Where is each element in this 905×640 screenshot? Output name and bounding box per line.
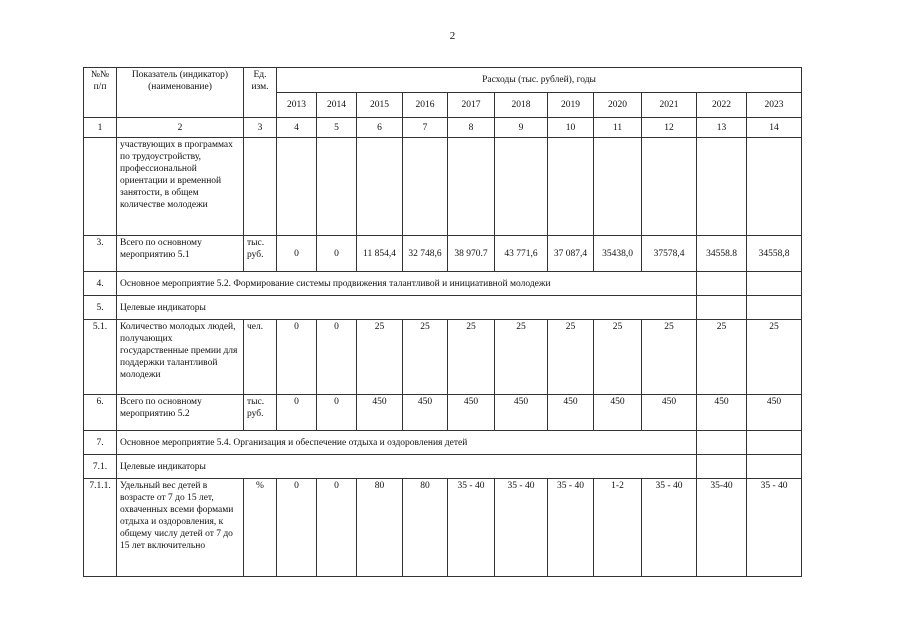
value-cell: 34558,8: [747, 236, 802, 272]
value-cell: 43 771,6: [495, 236, 548, 272]
header-year: 2014: [317, 93, 357, 118]
column-number: 9: [495, 118, 548, 138]
value-cell: 25: [495, 320, 548, 395]
value-cell: 38 970.7: [448, 236, 495, 272]
indicator-name: Всего по основному мероприятию 5.1: [117, 236, 244, 272]
value-cell: 450: [642, 395, 697, 431]
value-cell: 35 - 40: [642, 479, 697, 577]
value-cell: 37 087,4: [548, 236, 594, 272]
column-number: 3: [244, 118, 277, 138]
value-cell: 32 748,6: [403, 236, 448, 272]
value-cell: 0: [277, 395, 317, 431]
value-cell: 450: [495, 395, 548, 431]
value-cell: 80: [357, 479, 403, 577]
value-cell: 450: [548, 395, 594, 431]
value-cell: 11 854,4: [357, 236, 403, 272]
column-number: 2: [117, 118, 244, 138]
value-cell: 25: [357, 320, 403, 395]
section-title: Основное мероприятие 5.4. Организация и обеспечение отдыха и оздоровления детей: [117, 431, 697, 455]
value-cell: 0: [317, 236, 357, 272]
header-indicator: Показатель (индикатор) (наименование): [117, 68, 244, 118]
value-cell: 25: [642, 320, 697, 395]
row-number: 3.: [84, 236, 117, 272]
value-cell: 0: [277, 479, 317, 577]
value-cell: 35438,0: [594, 236, 642, 272]
header-year: 2018: [495, 93, 548, 118]
section-title: Основное мероприятие 5.2. Формирование системы продвижения талантливой и инициативной молодежи: [117, 272, 697, 296]
column-number: 5: [317, 118, 357, 138]
unit: %: [244, 479, 277, 577]
row-number: 4.: [84, 272, 117, 296]
section-title: Целевые индикаторы: [117, 296, 697, 320]
value-cell: 450: [403, 395, 448, 431]
value-cell: 0: [277, 236, 317, 272]
table-row: [84, 479, 802, 577]
column-number: 13: [697, 118, 747, 138]
section-title: Целевые индикаторы: [117, 455, 697, 479]
indicator-name: Удельный вес детей в возрасте от 7 до 15 лет, охваченных всеми формами отдыха и оздоровления, к общему числу детей от 7 до 15 лет включительно: [117, 479, 244, 577]
column-number: 7: [403, 118, 448, 138]
value-cell: 450: [357, 395, 403, 431]
header-year: 2015: [357, 93, 403, 118]
indicator-name: участвующих в программах по трудоустройству, профессиональной ориентации и временной занятости, в общем количестве молодежи: [117, 138, 244, 236]
column-number: 8: [448, 118, 495, 138]
unit: тыс. руб.: [244, 236, 277, 272]
value-cell: 25: [594, 320, 642, 395]
header-year: 2019: [548, 93, 594, 118]
expenses-table: [83, 67, 802, 577]
value-cell: 35 - 40: [548, 479, 594, 577]
column-number: 6: [357, 118, 403, 138]
header-year: 2021: [642, 93, 697, 118]
value-cell: 35 - 40: [495, 479, 548, 577]
value-cell: 34558.8: [697, 236, 747, 272]
table-row: [84, 455, 802, 479]
indicator-name: Количество молодых людей, получающих государственные премии для поддержки талантливой молодежи: [117, 320, 244, 395]
indicator-name: Всего по основному мероприятию 5.2: [117, 395, 244, 431]
column-number: 11: [594, 118, 642, 138]
value-cell: 35 - 40: [747, 479, 802, 577]
column-number: 12: [642, 118, 697, 138]
table-row: [84, 138, 802, 236]
row-number: 6.: [84, 395, 117, 431]
value-cell: 0: [317, 395, 357, 431]
page-number: 2: [449, 30, 456, 42]
unit: чел.: [244, 320, 277, 395]
unit: тыс. руб.: [244, 395, 277, 431]
row-number: 7.1.1.: [84, 479, 117, 577]
value-cell: 80: [403, 479, 448, 577]
row-number: 7.: [84, 431, 117, 455]
header-year: 2013: [277, 93, 317, 118]
value-cell: 25: [697, 320, 747, 395]
header-year: 2020: [594, 93, 642, 118]
header-expenses: Расходы (тыс. рублей), годы: [277, 68, 802, 93]
value-cell: 450: [594, 395, 642, 431]
value-cell: 450: [697, 395, 747, 431]
value-cell: 37578,4: [642, 236, 697, 272]
table-row: [84, 320, 802, 395]
value-cell: 1-2: [594, 479, 642, 577]
header-unit: Ед. изм.: [244, 68, 277, 118]
table-row: [84, 431, 802, 455]
value-cell: 0: [317, 479, 357, 577]
column-number: 1: [84, 118, 117, 138]
header-year: 2017: [448, 93, 495, 118]
row-number: 5.1.: [84, 320, 117, 395]
value-cell: 0: [277, 320, 317, 395]
row-number: 5.: [84, 296, 117, 320]
header-year: 2016: [403, 93, 448, 118]
table-row: [84, 395, 802, 431]
value-cell: 35 - 40: [448, 479, 495, 577]
value-cell: 0: [317, 320, 357, 395]
value-cell: 25: [747, 320, 802, 395]
column-number: 14: [747, 118, 802, 138]
value-cell: 450: [747, 395, 802, 431]
header-year: 2023: [747, 93, 802, 118]
value-cell: 35-40: [697, 479, 747, 577]
table-row: [84, 236, 802, 272]
value-cell: 25: [403, 320, 448, 395]
column-number: 10: [548, 118, 594, 138]
value-cell: 450: [448, 395, 495, 431]
table-row: [84, 296, 802, 320]
value-cell: 25: [448, 320, 495, 395]
value-cell: 25: [548, 320, 594, 395]
column-number: 4: [277, 118, 317, 138]
row-number: 7.1.: [84, 455, 117, 479]
header-num: №№ п/п: [84, 68, 117, 118]
header-year: 2022: [697, 93, 747, 118]
table-row: [84, 272, 802, 296]
